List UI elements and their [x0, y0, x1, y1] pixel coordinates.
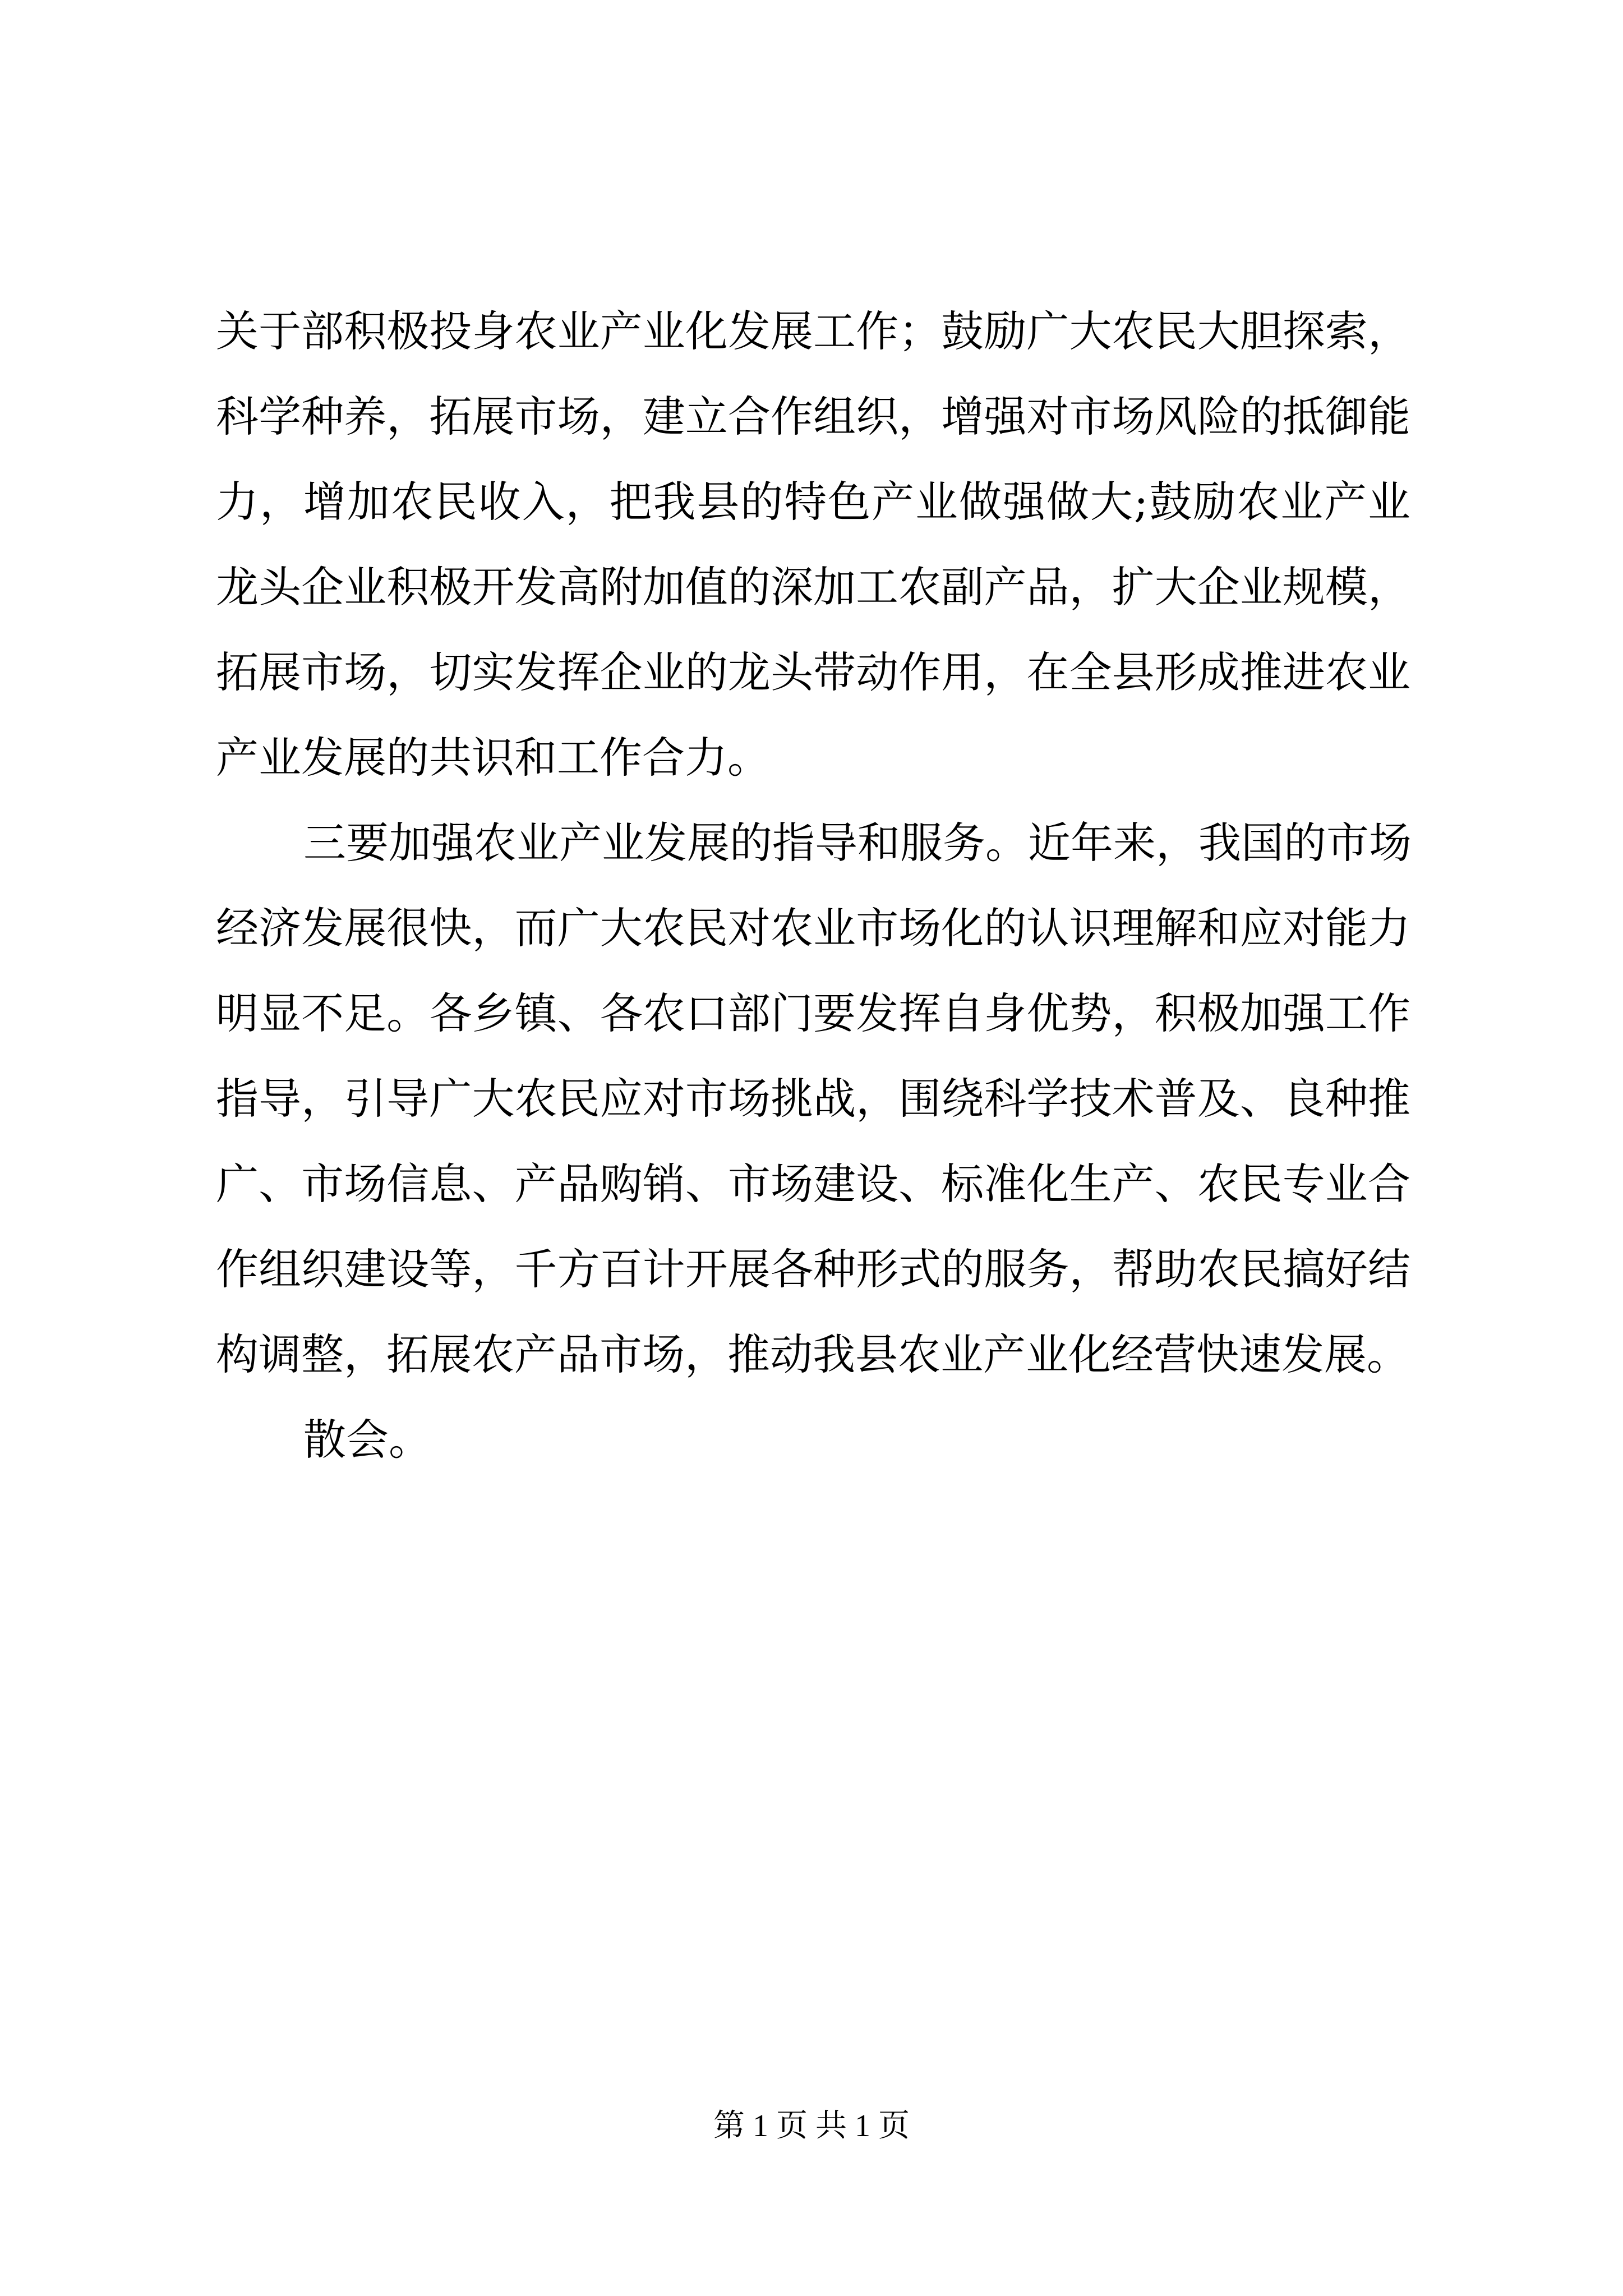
paragraph-2-line-5: 广、市场信息、产品购销、市场建设、标准化生产、农民专业合 [216, 1159, 1410, 1209]
paragraph-2-line-1: 三要加强农业产业发展的指导和服务。近年来，我国的市场 [303, 818, 1412, 868]
paragraph-2-line-7: 构调整，拓展农产品市场，推动我县农业产业化经营快速发展。 [216, 1329, 1409, 1379]
paragraph-2-line-6: 作组织建设等，千方百计开展各种形式的服务，帮助农民搞好结 [216, 1244, 1410, 1294]
paragraph-2-line-2: 经济发展很快，而广大农民对农业市场化的认识理解和应对能力 [216, 903, 1410, 953]
paragraph-2-line-4: 指导，引导广大农民应对市场挑战，围绕科学技术普及、良种推 [216, 1074, 1410, 1124]
paragraph-1-line-2: 科学种养，拓展市场，建立合作组织，增强对市场风险的抵御能 [216, 392, 1410, 441]
page-number-label: 第 1 页 共 1 页 [713, 2109, 910, 2143]
paragraph-2-line-3: 明显不足。各乡镇、各农口部门要发挥自身优势，积极加强工作 [216, 988, 1410, 1038]
paragraph-1-line-4: 龙头企业积极开发高附加值的深加工农副产品，扩大企业规模， [216, 562, 1410, 612]
paragraph-3-line-1: 散会。 [303, 1415, 431, 1465]
paragraph-1-line-6: 产业发展的共识和工作合力。 [216, 733, 770, 783]
paragraph-1-line-1: 关于部积极投身农业产业化发展工作；鼓励广大农民大胆探索， [216, 306, 1410, 356]
paragraph-1-line-3: 力，增加农民收入，把我县的特色产业做强做大;鼓励农业产业 [216, 477, 1410, 527]
paragraph-1-line-5: 拓展市场，切实发挥企业的龙头带动作用，在全县形成推进农业 [216, 647, 1410, 697]
page-footer [0, 2106, 1623, 2146]
document-body [216, 289, 1410, 1483]
